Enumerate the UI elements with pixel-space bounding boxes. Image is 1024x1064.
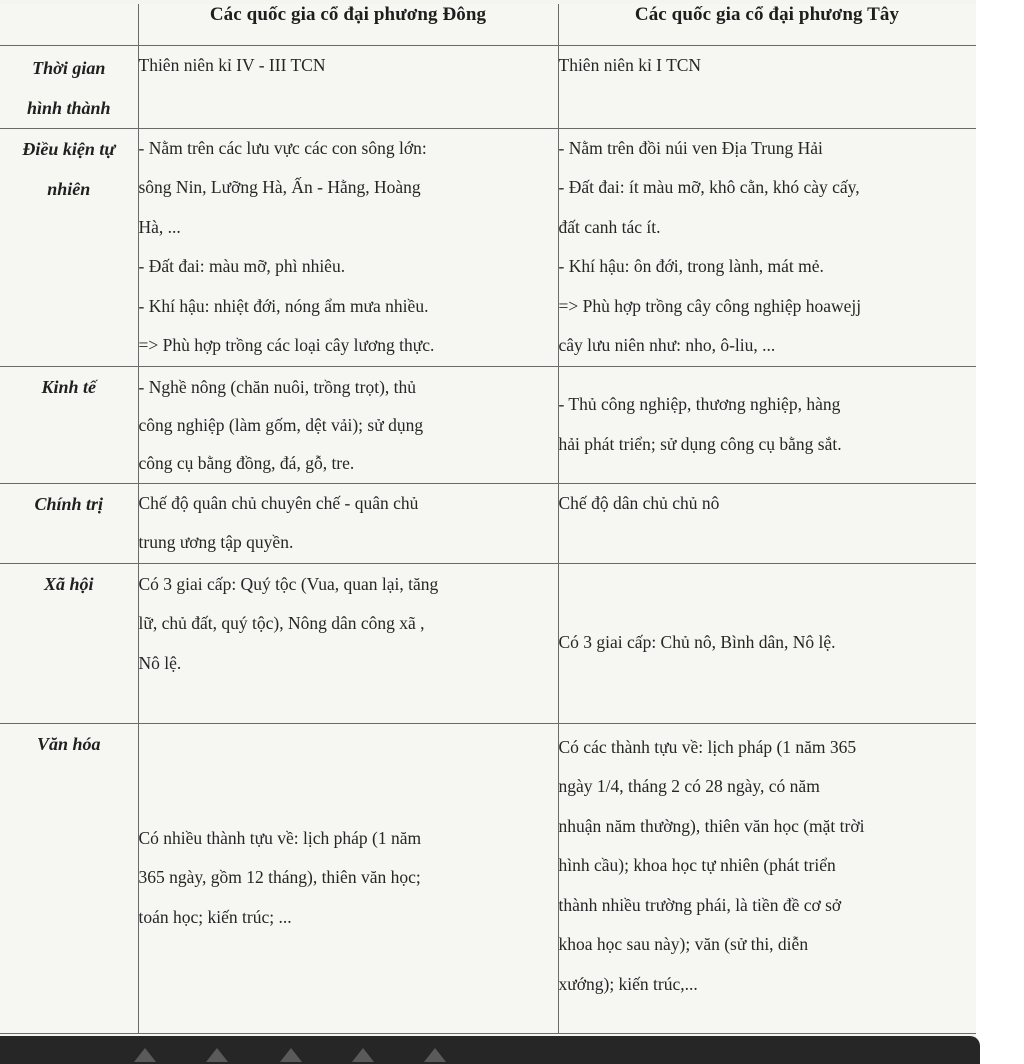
toolbar-marker-icon [280, 1048, 302, 1062]
row-label: Chính trị [0, 483, 138, 563]
west-cell: - Nằm trên đồi núi ven Địa Trung Hải - Đất đai: ít màu mỡ, khô cằn, khó cày cấy, đất canh tác ít. - Khí hậu: ôn đới, trong lành, mát mẻ. => Phù hợp trồng cây công nghiệp hoawejj cây lưu niên như: nho, ô-liu, ... [558, 128, 976, 366]
page-margin [976, 0, 1024, 1064]
east-cell: Thiên niên kỉ IV - III TCN [138, 45, 558, 128]
west-cell: Có 3 giai cấp: Chủ nô, Bình dân, Nô lệ. [558, 563, 976, 723]
row-label: Văn hóa [0, 723, 138, 1033]
row-label: Điều kiện tự nhiên [0, 128, 138, 366]
header-east: Các quốc gia cổ đại phương Đông [138, 4, 558, 45]
west-cell: Chế độ dân chủ chủ nô [558, 483, 976, 563]
table-header-row [0, 4, 976, 45]
east-cell: Có nhiều thành tựu về: lịch pháp (1 năm 365 ngày, gồm 12 tháng), thiên văn học; toán học; kiến trúc; ... [138, 723, 558, 1033]
east-cell: Chế độ quân chủ chuyên chế - quân chủ trung ương tập quyền. [138, 483, 558, 563]
row-label: Thời gian hình thành [0, 45, 138, 128]
row-culture [0, 723, 976, 1033]
toolbar-marker-icon [424, 1048, 446, 1062]
toolbar-marker-icon [352, 1048, 374, 1062]
comparison-table [0, 4, 977, 1034]
east-cell: - Nghề nông (chăn nuôi, trồng trọt), thủ công nghiệp (làm gốm, dệt vải); sử dụng công cụ bằng đồng, đá, gỗ, tre. [138, 366, 558, 483]
west-cell: Thiên niên kỉ I TCN [558, 45, 976, 128]
west-cell: Có các thành tựu về: lịch pháp (1 năm 365 ngày 1/4, tháng 2 có 28 ngày, có năm nhuận năm thường), thiên văn học (mặt trời hình cầu); khoa học tự nhiên (phát triển thành nhiều trường phái, là tiền đề cơ sở khoa học sau này); văn (sử thi, diễn xướng); kiến trúc,... [558, 723, 976, 1033]
toolbar-marker-icon [206, 1048, 228, 1062]
east-cell: - Nằm trên các lưu vực các con sông lớn: sông Nin, Lưỡng Hà, Ấn - Hằng, Hoàng Hà, ... - Đất đai: màu mỡ, phì nhiêu. - Khí hậu: nhiệt đới, nóng ẩm mưa nhiều. => Phù hợp trồng các loại cây lương thực. [138, 128, 558, 366]
header-west: Các quốc gia cổ đại phương Tây [558, 4, 976, 45]
row-label: Xã hội [0, 563, 138, 723]
toolbar-marker-icon [134, 1048, 156, 1062]
east-cell: Có 3 giai cấp: Quý tộc (Vua, quan lại, tăng lữ, chủ đất, quý tộc), Nông dân công xã , Nô lệ. [138, 563, 558, 723]
header-corner [0, 4, 138, 45]
row-formation-time [0, 45, 976, 128]
row-society [0, 563, 976, 723]
row-natural-conditions [0, 128, 976, 366]
row-politics [0, 483, 976, 563]
west-cell: - Thủ công nghiệp, thương nghiệp, hàng hải phát triển; sử dụng công cụ bằng sắt. [558, 366, 976, 483]
row-economy [0, 366, 976, 483]
bottom-toolbar [0, 1036, 980, 1064]
row-label: Kinh tế [0, 366, 138, 483]
